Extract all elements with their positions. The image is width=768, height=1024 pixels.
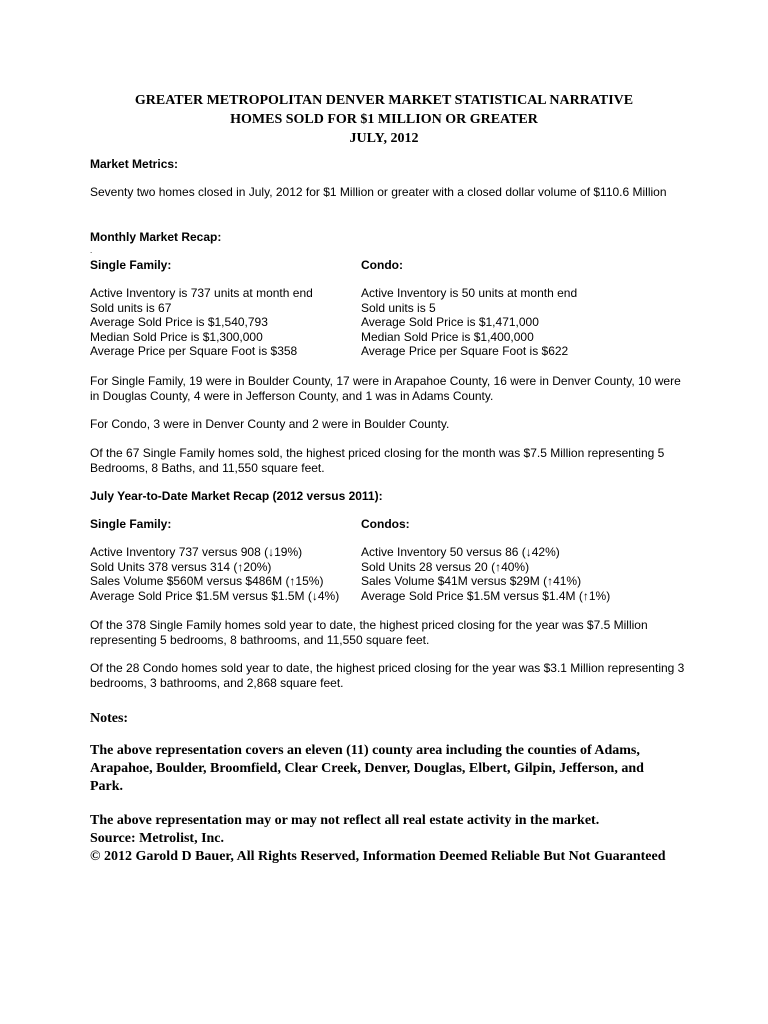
notes-heading: Notes:: [90, 711, 129, 726]
ytd-condo-highest: Of the 28 Condo homes sold year to date, the highest priced closing for the year was $3.1 Million representing 3 bedrooms, 3 bathrooms, and 2,868 square feet.: [90, 661, 685, 690]
copyright-line: © 2012 Garold D Bauer, All Rights Reserved, Information Deemed Reliable But Not Guaranteed: [90, 849, 666, 864]
title-line-3: JULY, 2012: [349, 131, 419, 146]
ytd-condo-line: Average Sold Price $1.5M versus $1.4M (↑1%): [361, 588, 611, 603]
ytd-single-family-highest: Of the 378 Single Family homes sold year to date, the highest priced closing for the year was $7.5 Million representing 5 bedrooms, 8 bathrooms, and 11,550 square feet.: [90, 618, 648, 647]
monthly-single-family-heading: Single Family:: [90, 258, 172, 272]
condo-line: Average Price per Square Foot is $622: [361, 344, 569, 358]
county-breakdown-single-family: For Single Family, 19 were in Boulder County, 17 were in Arapahoe County, 16 were in Denver County, 10 were in Douglas County, 4 were in Jefferson County, and 1 was in Adams County.: [90, 374, 681, 403]
condo-line: Average Sold Price is $1,471,000: [361, 315, 539, 329]
ytd-single-family-heading: Single Family:: [90, 517, 172, 531]
sf-line: Average Price per Square Foot is $358: [90, 344, 298, 358]
title-line-2: HOMES SOLD FOR $1 MILLION OR GREATER: [230, 112, 538, 127]
sf-line: Sold units is 67: [90, 300, 172, 315]
condo-line: Sold units is 5: [361, 300, 436, 315]
sf-line: Median Sold Price is $1,300,000: [90, 329, 263, 344]
monthly-recap-heading: Monthly Market Recap:: [90, 230, 222, 244]
ytd-condos-stats: [361, 545, 610, 603]
monthly-condo-stats: [361, 286, 577, 359]
ytd-condos-heading: Condos:: [361, 517, 410, 531]
ytd-condo-line: Sold Units 28 versus 20 (↑40%): [361, 559, 530, 574]
condo-line: Active Inventory is 50 units at month end: [361, 286, 578, 300]
ytd-condo-line: Sales Volume $41M versus $29M (↑41%): [361, 574, 582, 588]
ytd-sf-line: Active Inventory 737 versus 908 (↓19%): [90, 545, 303, 559]
title-line-1: GREATER METROPOLITAN DENVER MARKET STATISTICAL NARRATIVE: [134, 93, 634, 108]
ytd-condo-line: Active Inventory 50 versus 86 (↓42%): [361, 545, 560, 559]
county-breakdown-condo: For Condo, 3 were in Denver County and 2 were in Boulder County.: [90, 417, 450, 431]
source-line: Source: Metrolist, Inc.: [90, 831, 225, 846]
disclaimer-line: The above representation may or may not reflect all real estate activity in the market.: [90, 813, 600, 828]
market-metrics-text: Seventy two homes closed in July, 2012 for $1 Million or greater with a closed dollar volume of $110.6 Million: [90, 185, 667, 199]
ytd-sf-line: Sold Units 378 versus 314 (↑20%): [90, 559, 272, 574]
market-metrics-heading: Market Metrics:: [90, 157, 179, 171]
stray-dot: .: [90, 246, 93, 255]
notes-disclaimer: [90, 812, 680, 866]
condo-line: Median Sold Price is $1,400,000: [361, 329, 534, 344]
ytd-recap-heading: July Year-to-Date Market Recap (2012 versus 2011):: [90, 489, 383, 503]
ytd-sf-line: Average Sold Price $1.5M versus $1.5M (↓4%): [90, 588, 340, 603]
ytd-sf-line: Sales Volume $560M versus $486M (↑15%): [90, 574, 324, 588]
sf-line: Average Sold Price is $1,540,793: [90, 315, 268, 329]
monthly-condo-heading: Condo:: [361, 258, 403, 272]
document-title: [0, 91, 768, 148]
monthly-single-family-stats: [90, 286, 313, 359]
monthly-highest-closing: Of the 67 Single Family homes sold, the highest priced closing for the month was $7.5 Million representing 5 Bedrooms, 8 Baths, and 11,550 square feet.: [90, 446, 665, 475]
notes-coverage: The above representation covers an eleven (11) county area including the counties of Adams, Arapahoe, Boulder, Broomfield, Clear Creek, Denver, Douglas, Elbert, Gilpin, Jefferson, and Park.: [90, 743, 644, 794]
ytd-single-family-stats: [90, 545, 339, 603]
sf-line: Active Inventory is 737 units at month end: [90, 286, 313, 300]
